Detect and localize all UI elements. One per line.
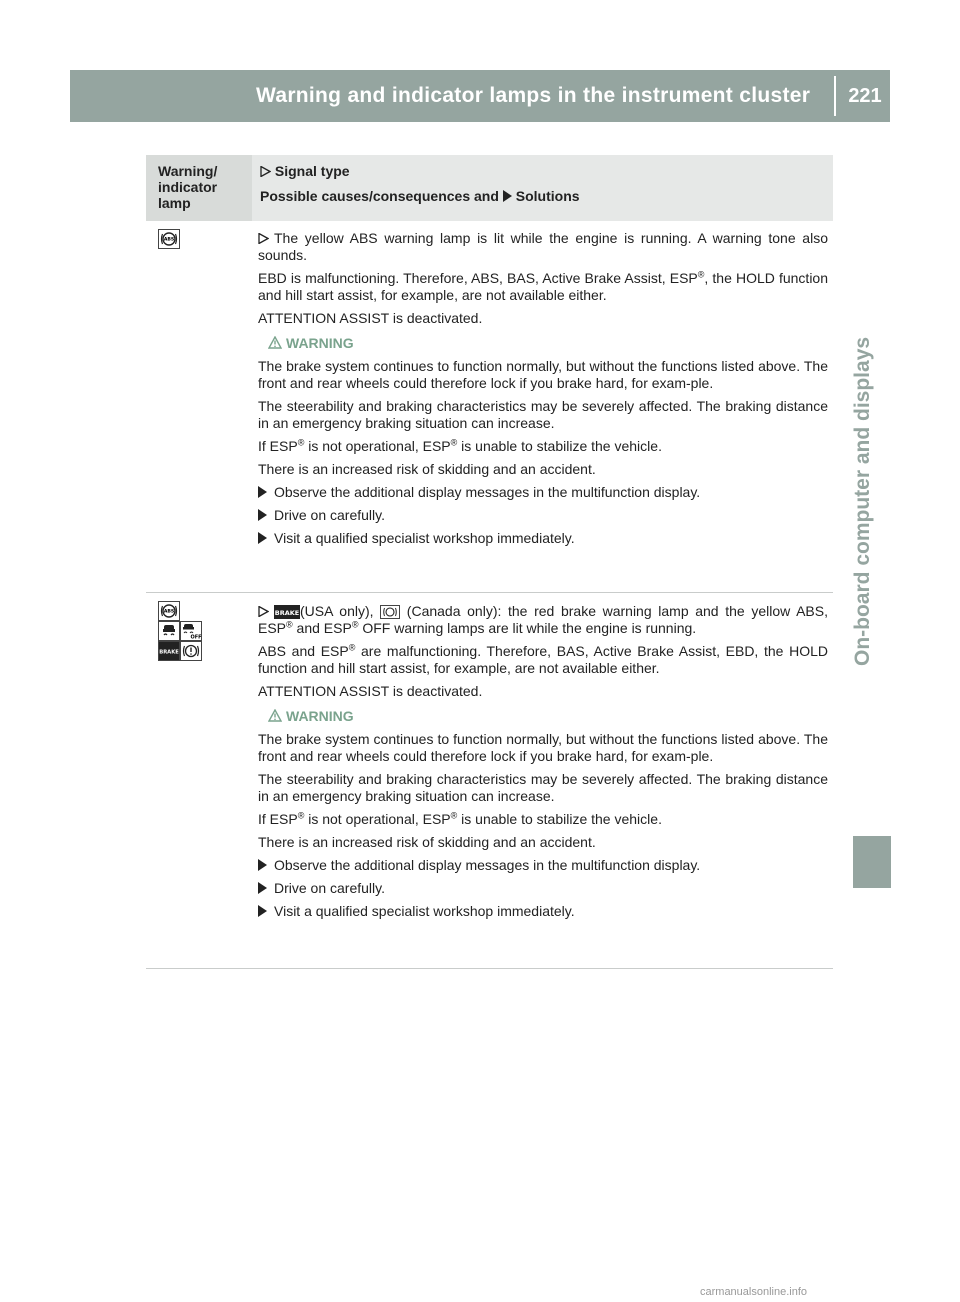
row-abs-description <box>258 230 828 553</box>
cause-text: ABS and ESP <box>258 643 349 659</box>
brake-circle-inline-icon <box>380 605 400 619</box>
registered-mark: ® <box>297 810 305 821</box>
solid-arrow-icon <box>258 882 267 894</box>
lamp-header-line: lamp <box>158 195 191 211</box>
solution-text: Observe the additional display messages in the multifunction display. <box>274 484 701 500</box>
solution-text: Visit a qualified specialist workshop immediately. <box>274 530 575 546</box>
registered-mark: ® <box>348 642 356 653</box>
section-marker <box>853 836 891 888</box>
registered-mark: ® <box>450 437 458 448</box>
solution-text: Visit a qualified specialist workshop immediately. <box>274 903 575 919</box>
warning-label: WARNING <box>286 708 354 724</box>
cause-text: ATTENTION ASSIST is deactivated. <box>258 310 483 326</box>
warning-text: If ESP <box>258 811 298 827</box>
solid-arrow-icon <box>258 509 267 521</box>
cause-text: EBD is malfunctioning. Therefore, ABS, BAS, Active Brake Assist, ESP <box>258 270 698 286</box>
solution-step <box>258 880 828 897</box>
solution-step <box>258 484 828 501</box>
registered-mark: ® <box>450 810 458 821</box>
warning-heading <box>258 335 828 352</box>
warning-text: is unable to stabilize the vehicle. <box>457 438 662 454</box>
esp-off-lamp-icon <box>180 621 202 641</box>
brake-label: BRAKE <box>159 649 179 656</box>
warning-text: There is an increased risk of skidding and an accident. <box>258 834 596 850</box>
solid-arrow-icon <box>258 859 267 871</box>
warning-text: The steerability and braking characteristics may be severely affected. The braking distance in an emergency braking situation can increase. <box>258 771 828 804</box>
brake-label: BRAKE <box>274 608 300 617</box>
solution-step <box>258 530 828 547</box>
solution-step <box>258 903 828 920</box>
row-separator <box>146 592 833 593</box>
solution-text: Drive on carefully. <box>274 880 386 896</box>
page-header <box>70 70 890 122</box>
brake-circle-lamp-icon <box>180 641 202 661</box>
off-label: OFF <box>190 634 201 640</box>
brake-lamp-icon <box>158 641 180 661</box>
solid-arrow-icon <box>258 905 267 917</box>
warning-text: The steerability and braking characteristics may be severely affected. The braking distance in an emergency braking situation can increase. <box>258 398 828 431</box>
section-side-tab <box>836 122 890 842</box>
solution-step <box>258 857 828 874</box>
signal-text: The yellow ABS warning lamp is lit while the engine is running. A warning tone also sounds. <box>258 230 828 263</box>
signal-text: OFF warning lamps are lit while the engine is running. <box>358 620 697 636</box>
warning-text: is unable to stabilize the vehicle. <box>457 811 662 827</box>
open-triangle-icon <box>260 166 271 177</box>
solution-text: Drive on carefully. <box>274 507 386 523</box>
solid-arrow-icon <box>258 532 267 544</box>
open-triangle-icon <box>258 233 269 244</box>
causes-label: Possible causes/consequences and <box>260 188 503 204</box>
registered-mark: ® <box>297 437 305 448</box>
solution-step <box>258 507 828 524</box>
warning-text: The brake system continues to function normally, but without the functions listed above. The front and rear wheels could therefore lock if you brake hard, for exam-ple. <box>258 358 828 391</box>
solutions-label: Solutions <box>515 188 580 204</box>
lamp-header-line: Warning/ <box>158 163 218 179</box>
solid-arrow-icon <box>503 190 512 202</box>
warning-triangle-icon <box>268 709 282 722</box>
svg-text:ABS: ABS <box>163 609 175 615</box>
cause-text: are malfunctioning. Therefore, BAS, Active Brake Assist, EBD, the HOLD function and hill start assist, for example, are not available either. <box>258 643 828 676</box>
cause-text: ATTENTION ASSIST is deactivated. <box>258 683 483 699</box>
abs-lamp-icon <box>158 229 180 249</box>
brake-inline-icon <box>274 605 300 619</box>
table-header-lamp <box>146 155 252 221</box>
registered-mark: ® <box>697 269 705 280</box>
solid-arrow-icon <box>258 486 267 498</box>
signal-text: (USA only), <box>300 603 381 619</box>
table-header <box>146 155 833 221</box>
warning-text: is not operational, ESP <box>304 811 451 827</box>
registered-mark: ® <box>351 619 359 630</box>
abs-lamp-icon <box>158 601 180 621</box>
signal-type-label: Signal type <box>274 163 350 179</box>
warning-text: The brake system continues to function normally, but without the functions listed above. The front and rear wheels could therefore lock if you brake hard, for exam-ple. <box>258 731 828 764</box>
warning-label: WARNING <box>286 335 354 351</box>
section-side-label: On-board computer and displays <box>851 336 874 666</box>
warning-heading <box>258 708 828 725</box>
esp-lamp-icon <box>158 621 180 641</box>
warning-text: There is an increased risk of skidding and an accident. <box>258 461 596 477</box>
warning-triangle-icon <box>268 336 282 349</box>
signal-text: and ESP <box>292 620 352 636</box>
row-brake-description <box>258 603 828 926</box>
page-title: Warning and indicator lamps in the instrument cluster <box>256 84 811 107</box>
warning-text: If ESP <box>258 438 298 454</box>
page-number: 221 <box>848 85 882 107</box>
signal-text: (Canada only): the red brake warning lamp and the yellow ABS, ESP <box>258 603 828 636</box>
row-separator <box>146 968 833 969</box>
open-triangle-icon <box>258 606 269 617</box>
registered-mark: ® <box>286 619 293 630</box>
table-header-signal <box>260 163 580 204</box>
warning-text: is not operational, ESP <box>304 438 451 454</box>
watermark: carmanualsonline.info <box>700 1286 808 1298</box>
cause-text: , the HOLD function and hill start assist, for example, are not available either. <box>258 270 829 303</box>
solution-text: Observe the additional display messages in the multifunction display. <box>274 857 701 873</box>
lamp-header-line: indicator <box>158 179 218 195</box>
header-divider <box>834 76 836 116</box>
svg-text:ABS: ABS <box>163 237 175 243</box>
